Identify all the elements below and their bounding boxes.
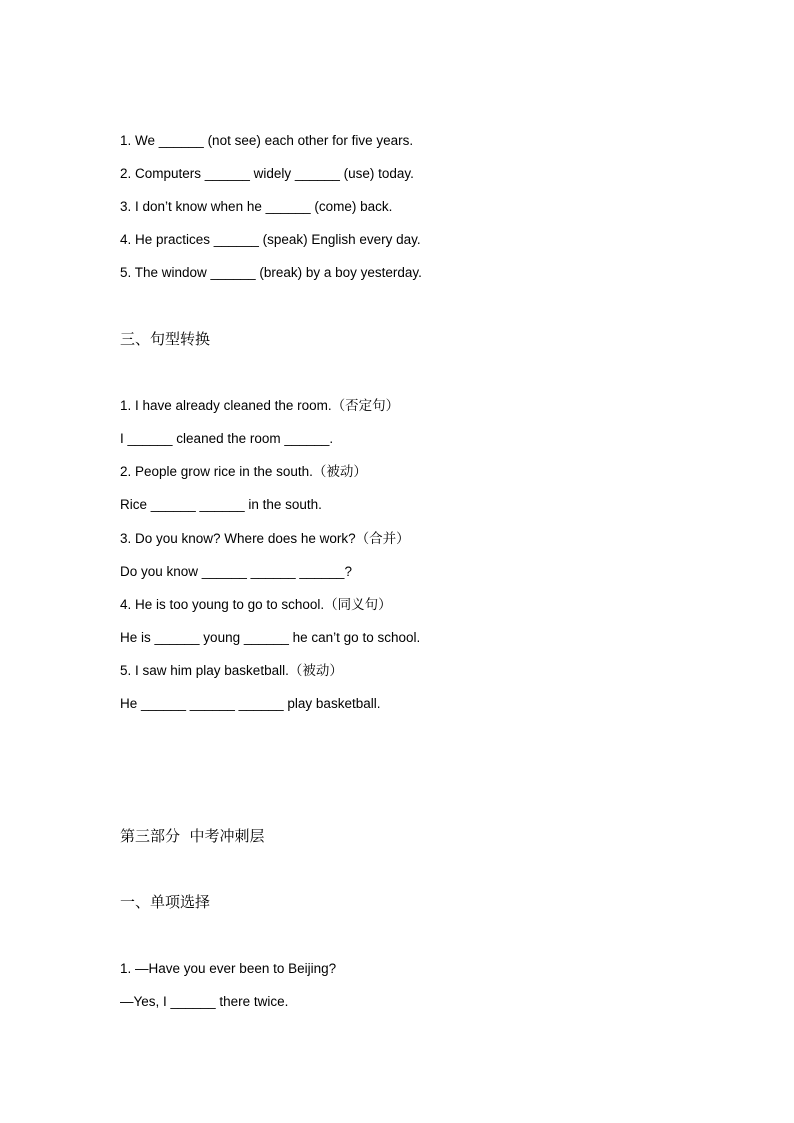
fill-blank-item-1: 1. We ______ (not see) each other for five years. <box>120 133 414 148</box>
fill-blank-item-5: 5. The window ______ (break) by a boy yesterday. <box>120 265 422 280</box>
part-heading: 第三部分 中考冲刺层 <box>120 827 265 845</box>
transform-question-2: 2. People grow rice in the south.（被动） <box>120 464 367 479</box>
section-heading-single-choice: 一、单项选择 <box>120 893 211 911</box>
transform-answer-3: Do you know ______ ______ ______? <box>120 564 352 579</box>
transform-question-3: 3. Do you know? Where does he work?（合并） <box>120 531 410 546</box>
section-heading-sentence-transformation: 三、句型转换 <box>120 330 211 348</box>
transform-answer-4: He is ______ young ______ he can’t go to school. <box>120 630 421 645</box>
transform-question-4: 4. He is too young to go to school.（同义句） <box>120 597 392 612</box>
fill-blank-item-2: 2. Computers ______ widely ______ (use) today. <box>120 166 414 181</box>
choice-answer-1: —Yes, I ______ there twice. <box>120 994 289 1009</box>
fill-blank-item-3: 3. I don’t know when he ______ (come) back. <box>120 199 393 214</box>
transform-question-5: 5. I saw him play basketball.（被动） <box>120 663 343 678</box>
transform-answer-1: I ______ cleaned the room ______. <box>120 431 334 446</box>
fill-blank-item-4: 4. He practices ______ (speak) English every day. <box>120 232 421 247</box>
transform-answer-2: Rice ______ ______ in the south. <box>120 497 322 512</box>
transform-question-1: 1. I have already cleaned the room.（否定句） <box>120 398 400 413</box>
choice-question-1: 1. —Have you ever been to Beijing? <box>120 961 337 976</box>
transform-answer-5: He ______ ______ ______ play basketball. <box>120 696 381 711</box>
